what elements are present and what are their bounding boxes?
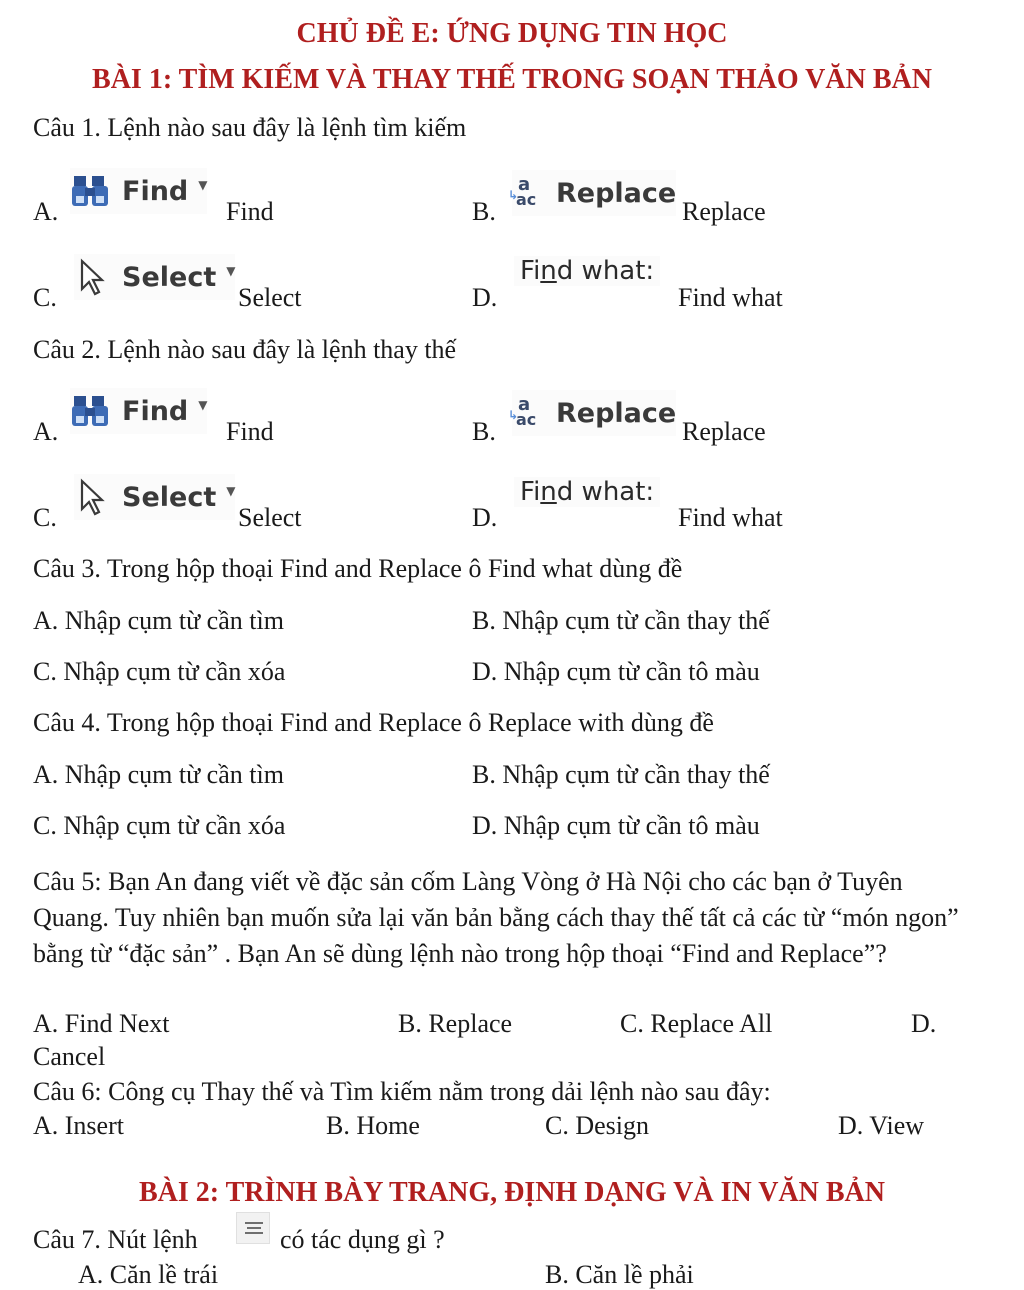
- q1-findwhat-label: Find what:: [514, 256, 660, 286]
- q1-option-b-text: Replace: [682, 197, 766, 226]
- q3-option-b: B. Nhập cụm từ cần thay thế: [472, 606, 770, 635]
- q2-question: Câu 2. Lệnh nào sau đây là lệnh thay thế: [33, 335, 457, 364]
- replace-ribbon-label: Replace: [556, 177, 677, 209]
- select-ribbon-label: Select: [122, 261, 217, 293]
- q2-select-ribbon-button: [74, 474, 235, 520]
- find-ribbon-label: Find: [122, 175, 189, 207]
- q1-option-a-text: Find: [226, 197, 274, 226]
- q1-option-c-letter: C.: [33, 283, 57, 312]
- q1-replace-ribbon-button: [508, 170, 677, 216]
- q1-question: Câu 1. Lệnh nào sau đây là lệnh tìm kiếm: [33, 113, 467, 142]
- q5-option-a: A. Find Next: [33, 1009, 170, 1038]
- dropdown-caret-icon: ▼: [226, 264, 236, 278]
- q5-option-c: C. Replace All: [620, 1009, 773, 1038]
- center-align-icon: [236, 1212, 270, 1244]
- q1-option-a-letter: A.: [33, 197, 59, 226]
- cursor-arrow-icon: [74, 257, 108, 297]
- q4-question: Câu 4. Trong hộp thoại Find and Replace ô Replace with dùng đề: [33, 708, 714, 737]
- q2-replace-ribbon-button: [508, 390, 677, 436]
- q2-option-c-text: Select: [238, 503, 302, 532]
- q3-option-a: A. Nhập cụm từ cần tìm: [33, 606, 284, 635]
- dropdown-caret-icon: ▼: [198, 398, 208, 412]
- q5-question: Câu 5: Bạn An đang viết về đặc sản cốm Làng Vòng ở Hà Nội cho các bạn ở Tuyên Quang. Tuy nhiên bạn muốn sửa lại văn bản bằng cách thay thế tất cả các từ “món ngon” bằng từ “đặc sản” . Bạn An sẽ dùng lệnh nào trong hộp thoại “Find and Replace”?: [33, 867, 959, 968]
- q6-question: Câu 6: Công cụ Thay thế và Tìm kiếm nằm trong dải lệnh nào sau đây:: [33, 1077, 771, 1106]
- q4-option-b: B. Nhập cụm từ cần thay thế: [472, 760, 770, 789]
- q7-question-end: có tác dụng gì ?: [280, 1225, 445, 1254]
- replace-icon: a ↳ ac: [508, 174, 537, 209]
- q1-option-b-letter: B.: [472, 197, 496, 226]
- q1-option-d-letter: D.: [472, 283, 498, 312]
- q3-question: Câu 3. Trong hộp thoại Find and Replace ô Find what dùng đề: [33, 554, 683, 583]
- q6-option-a: A. Insert: [33, 1111, 124, 1140]
- q2-find-ribbon-button: [70, 388, 207, 434]
- q2-option-a-text: Find: [226, 417, 274, 446]
- cursor-arrow-icon: [74, 477, 108, 517]
- lesson2-title: BÀI 2: TRÌNH BÀY TRANG, ĐỊNH DẠNG VÀ IN VĂN BẢN: [139, 1177, 885, 1208]
- q7-option-a: A. Căn lề trái: [78, 1260, 219, 1289]
- q5-option-d-letter: D.: [911, 1009, 937, 1038]
- replace-ribbon-label: Replace: [556, 397, 677, 429]
- topic-title: CHỦ ĐỀ E: ỨNG DỤNG TIN HỌC: [296, 18, 728, 49]
- q2-option-d-letter: D.: [472, 503, 498, 532]
- q2-option-a-letter: A.: [33, 417, 59, 446]
- dropdown-caret-icon: ▼: [226, 484, 236, 498]
- select-ribbon-label: Select: [122, 481, 217, 513]
- binoculars-icon: [70, 172, 110, 210]
- lesson1-title: BÀI 1: TÌM KIẾM VÀ THAY THẾ TRONG SOẠN THẢO VĂN BẢN: [92, 64, 932, 95]
- dropdown-caret-icon: ▼: [198, 178, 208, 192]
- q6-option-c: C. Design: [545, 1111, 649, 1140]
- q2-findwhat-label: Find what:: [514, 477, 660, 507]
- q7-question-start: Câu 7. Nút lệnh: [33, 1225, 198, 1254]
- q2-option-c-letter: C.: [33, 503, 57, 532]
- q3-option-d: D. Nhập cụm từ cần tô màu: [472, 657, 760, 686]
- q1-option-c-text: Select: [238, 283, 302, 312]
- q4-option-d: D. Nhập cụm từ cần tô màu: [472, 811, 760, 840]
- binoculars-icon: [70, 392, 110, 430]
- q5-option-b: B. Replace: [398, 1009, 513, 1038]
- q2-option-d-text: Find what: [678, 503, 783, 532]
- q2-option-b-text: Replace: [682, 417, 766, 446]
- q6-option-b: B. Home: [326, 1111, 420, 1140]
- q1-find-ribbon-button: [70, 168, 207, 214]
- q6-option-d: D. View: [838, 1111, 925, 1140]
- q7-option-b: B. Căn lề phải: [545, 1260, 694, 1289]
- replace-icon: a ↳ ac: [508, 394, 537, 429]
- q2-option-b-letter: B.: [472, 417, 496, 446]
- q4-option-a: A. Nhập cụm từ cần tìm: [33, 760, 284, 789]
- q5-option-d-text: Cancel: [33, 1042, 106, 1071]
- q1-select-ribbon-button: [74, 254, 235, 300]
- find-ribbon-label: Find: [122, 395, 189, 427]
- q3-option-c: C. Nhập cụm từ cần xóa: [33, 657, 286, 686]
- q1-option-d-text: Find what: [678, 283, 783, 312]
- q4-option-c: C. Nhập cụm từ cần xóa: [33, 811, 286, 840]
